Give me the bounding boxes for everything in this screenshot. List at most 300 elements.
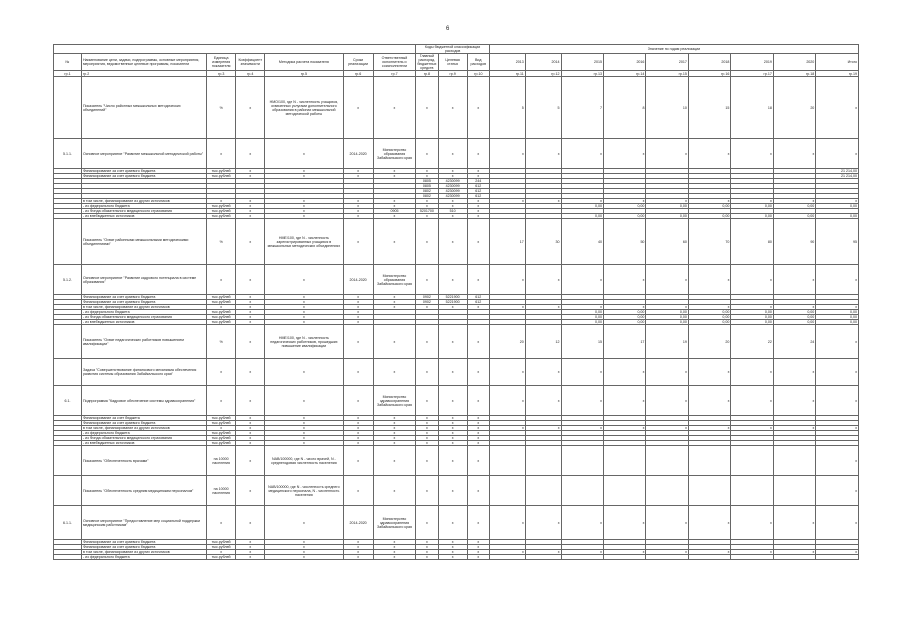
table-cell: х [265,421,343,426]
table-cell: х [265,300,343,305]
table-cell: х [467,139,489,169]
table-cell: х [236,446,265,476]
table-cell: гр.5 [265,71,343,77]
table-cell: х [373,77,416,139]
table-cell: 0,00 [773,320,815,325]
table-cell: Финансирование за счет краевого бюджета [81,545,206,550]
table-cell: тыс.рублей [207,174,236,179]
table-cell: х [236,174,265,179]
table-cell: 5.1.2. [54,265,82,295]
table-cell: на 10000 населения [207,446,236,476]
table-cell: 7 [561,77,603,139]
table-cell: гр.8 [416,71,438,77]
table-cell: х [416,540,438,545]
table-cell: х [265,320,343,325]
table-cell: х [731,426,773,431]
table-cell: 0,00 [688,320,730,325]
table-cell: - из Фонда обязательного медицинского страхования [81,315,206,320]
table-cell: х [816,359,859,386]
table-cell: х [816,446,859,476]
table-cell: х [438,436,467,441]
table-cell: 0,00 [561,320,603,325]
table-cell: х [265,431,343,436]
table-cell: 5201700 [416,209,438,214]
table-cell [525,555,561,560]
table-cell: тыс.рублей [207,431,236,436]
table-cell: х [265,550,343,555]
table-cell: 0,00 [731,320,773,325]
table-cell: х [646,305,688,310]
table-cell: Финансирование за счет краевого бюджета [81,169,206,174]
table-cell: х [373,436,416,441]
table-cell: тыс.рублей [207,300,236,305]
table-cell: 70 [688,219,730,265]
table-cell: х [416,265,438,295]
table-cell: 22 [731,325,773,359]
table-cell: х [773,199,815,204]
table-cell [54,476,82,506]
table-cell: 0905 [373,209,416,214]
table-cell: в том числе, финансирование из других источников [81,199,206,204]
table-cell: х [373,199,416,204]
table-cell: х [438,199,467,204]
table-cell: х [236,550,265,555]
table-cell: х [343,416,373,421]
table-cell: Показатель "Обеспеченность средним медицинским персоналом" [81,476,206,506]
table-cell: х [731,305,773,310]
table-cell [525,476,561,506]
table-cell: х [265,265,343,295]
table-cell: 0805 [416,179,438,184]
table-cell: Показатель "Охват педагогических работников повышением квалификации" [81,325,206,359]
table-cell: х [489,506,525,540]
table-cell: 20 [773,77,815,139]
table-cell: тыс.рублей [207,169,236,174]
table-cell: х [207,359,236,386]
table-cell: 6.1.1. [54,506,82,540]
table-cell: х [438,219,467,265]
table-cell: 80 [731,219,773,265]
table-cell: 2018 [688,54,730,71]
table-cell: х [343,204,373,209]
table-cell: х [467,476,489,506]
table-cell: х [467,199,489,204]
table-cell: 20 [489,325,525,359]
table-cell: х [438,441,467,446]
table-cell: тыс.рублей [207,209,236,214]
table-cell: - из федерального бюджета [81,310,206,315]
table-cell: х [603,359,645,386]
table-cell: х [467,265,489,295]
table-cell [688,446,730,476]
table-cell: х [343,77,373,139]
table-cell: х [416,204,438,209]
table-cell: 0,00 [561,204,603,209]
table-cell: х [343,320,373,325]
table-cell: х [438,204,467,209]
table-cell: Подпрограмма "Кадровое обеспечение системы здравоохранения" [81,386,206,416]
table-cell [489,446,525,476]
table-cell: Основное мероприятие "Развитие кадрового потенциала в системе образования" [81,265,206,295]
table-cell: 0,00 [688,214,730,219]
table-cell: х [236,315,265,320]
table-cell: х [688,139,730,169]
table-cell: 15 [561,325,603,359]
table-cell: х [373,300,416,305]
table-cell: тыс.рублей [207,555,236,560]
table-cell: 0,00 [646,320,688,325]
table-cell: гр.6 [343,71,373,77]
table-cell: х [343,325,373,359]
table-cell: х [207,386,236,416]
table-cell: х [416,139,438,169]
table-cell: х [525,550,561,555]
table-cell [816,555,859,560]
table-cell: х [265,310,343,315]
table-cell: х [416,416,438,421]
table-cell: х [343,174,373,179]
table-cell: Финансирование за счет бюджета [81,416,206,421]
table-cell: х [207,265,236,295]
table-cell: 90 [773,219,815,265]
table-cell: х [265,359,343,386]
table-cell: х [816,506,859,540]
table-cell: гр.15 [646,71,688,77]
table-cell: 0,00 [773,214,815,219]
table-cell: х [373,441,416,446]
table-cell: х [467,446,489,476]
table-cell: 0,00 [603,204,645,209]
table-cell: в том числе, финансирование из других источников [81,550,206,555]
table-cell: - из Фонда обязательного медицинского страхования [81,209,206,214]
table-cell: Показатель "Число районных межшкольных методических объединений" [81,77,206,139]
table-cell: х [265,315,343,320]
table-cell: 5 [489,77,525,139]
table-cell: тыс.рублей [207,214,236,219]
table-cell: х [438,545,467,550]
table-cell: х [343,300,373,305]
table-cell: х [438,416,467,421]
table-cell: х [467,209,489,214]
table-cell: гр.4 [236,71,265,77]
table-cell: х [416,506,438,540]
table-cell: 0,00 [773,310,815,315]
table-cell: 15 [688,77,730,139]
table-cell: х [603,506,645,540]
table-cell: х [731,139,773,169]
table-cell: х [561,359,603,386]
table-cell: х [236,441,265,446]
table-cell: тыс.рублей [207,545,236,550]
table-cell [561,446,603,476]
table-cell: х [373,550,416,555]
table-row [54,506,859,540]
table-cell: х [467,416,489,421]
table-cell [54,325,82,359]
table-cell: х [816,139,859,169]
table-cell: х [373,476,416,506]
table-cell: х [688,359,730,386]
table-row [54,386,859,416]
table-cell: х [373,174,416,179]
table-cell: гр.17 [731,71,773,77]
table-cell: х [525,199,561,204]
table-cell [54,219,82,265]
table-cell: 4230099 [438,184,467,189]
table-cell: х [438,446,467,476]
table-cell: х [489,199,525,204]
table-row [54,54,859,71]
table-cell: тыс.рублей [207,416,236,421]
table-cell: 612 [467,300,489,305]
table-cell: 21 214,00 [816,169,859,174]
table-cell: х [343,421,373,426]
table-cell: х [373,446,416,476]
table-cell: х [373,416,416,421]
table-cell: х [343,209,373,214]
table-cell: х [236,305,265,310]
table-cell: х [236,506,265,540]
table-row [54,139,859,169]
table-cell: х [438,506,467,540]
table-cell: х [343,169,373,174]
table-cell: Основное мероприятие "Предоставление мер социальной поддержки медицинским работникам" [81,506,206,540]
table-cell: 60 [646,219,688,265]
table-cell: тыс.рублей [207,441,236,446]
table-cell: х [416,476,438,506]
table-cell: х [416,169,438,174]
table-cell: Коэффициент значимости [236,54,265,71]
table-cell: х [265,426,343,431]
table-cell: х [236,310,265,315]
table-cell: 0,00 [688,315,730,320]
table-cell [646,476,688,506]
table-cell: х [816,550,859,555]
table-cell: гр.10 [467,71,489,77]
table-cell: 0,00 [731,214,773,219]
table-cell: % [207,77,236,139]
table-cell: х [561,139,603,169]
table-cell: х [525,139,561,169]
table-cell: 612 [467,184,489,189]
table-cell: х [561,506,603,540]
table-cell [773,476,815,506]
table-cell: х [816,265,859,295]
table-cell: 0902 [416,300,438,305]
table-cell: х [236,436,265,441]
table-cell: х [438,174,467,179]
table-cell: NАВ/100000, где N - число врачей, N - среднегодовая численность населения [265,446,343,476]
table-cell [561,555,603,560]
table-cell: х [438,359,467,386]
table-cell: 0,00 [816,204,859,209]
table-cell: х [373,426,416,431]
table-cell: х [343,310,373,315]
table-cell: х [373,555,416,560]
table-cell: х [265,555,343,560]
table-cell: х [467,214,489,219]
table-cell: 20 [688,325,730,359]
table-cell: х [416,199,438,204]
table-cell: - из внебюджетных источников [81,214,206,219]
table-cell: х [438,540,467,545]
table-cell: х [816,77,859,139]
table-cell: х [816,426,859,431]
table-cell: гр.3 [207,71,236,77]
table-cell: тыс.рублей [207,315,236,320]
table-row [54,476,859,506]
table-cell: х [603,199,645,204]
table-cell: Финансирование за счет краевого бюджета [81,300,206,305]
table-cell: х [265,436,343,441]
table-cell: 612 [467,194,489,199]
table-cell: х [467,174,489,179]
table-cell: х [773,426,815,431]
table-cell: х [467,421,489,426]
table-cell: - из федерального бюджета [81,204,206,209]
table-cell: х [265,545,343,550]
table-cell: Вид расходов [467,54,489,71]
table-cell: х [373,431,416,436]
table-cell: х [773,506,815,540]
table-cell: х [467,506,489,540]
table-cell: х [373,359,416,386]
table-cell: х [416,431,438,436]
table-cell: 24 [773,325,815,359]
table-cell: х [236,325,265,359]
table-cell: 4230099 [438,179,467,184]
table-cell: х [525,506,561,540]
table-cell: х [236,421,265,426]
table-cell: х [343,219,373,265]
table-cell: х [236,359,265,386]
table-cell: х [236,540,265,545]
table-cell: х [373,421,416,426]
table-cell: х [438,555,467,560]
table-cell: 0,00 [816,214,859,219]
table-cell: х [265,441,343,446]
table-cell: х [438,325,467,359]
table-cell: 5221900 [438,300,467,305]
table-cell: - из внебюджетных источников [81,441,206,446]
table-cell: х [646,359,688,386]
table-cell: х [343,446,373,476]
table-cell: х [373,545,416,550]
table-cell [731,555,773,560]
table-cell: 0,00 [688,204,730,209]
table-cell: х [343,359,373,386]
table-cell: х [688,305,730,310]
table-cell: в том числе, финансирование из других источников [81,426,206,431]
table-cell: х [646,139,688,169]
table-cell: х [207,199,236,204]
table-cell: х [773,550,815,555]
table-cell: 0902 [416,295,438,300]
table-cell [688,555,730,560]
table-cell: 5221900 [438,295,467,300]
table-cell [603,555,645,560]
table-cell: х [603,265,645,295]
table-cell: х [416,426,438,431]
table-cell: х [343,550,373,555]
table-cell: х [236,209,265,214]
table-cell: тыс.рублей [207,540,236,545]
table-cell: х [438,431,467,436]
table-cell: х [416,359,438,386]
table-cell: х [236,545,265,550]
table-cell: 17 [603,325,645,359]
table-cell: тыс.рублей [207,421,236,426]
table-cell: 0,00 [646,315,688,320]
table-cell: х [467,436,489,441]
table-cell: х [265,199,343,204]
table-cell: % [207,325,236,359]
page-number: 6 [446,26,450,32]
table-cell: х [343,386,373,416]
table-cell: х [816,325,859,359]
table-cell [773,555,815,560]
table-cell [731,446,773,476]
table-cell: х [373,214,416,219]
table-cell: х [236,476,265,506]
table-cell: х [438,214,467,219]
table-cell: х [773,359,815,386]
table-cell: 2020 [773,54,815,71]
table-cell: тыс.рублей [207,320,236,325]
table-cell [603,446,645,476]
table-cell: 0,00 [731,204,773,209]
table-cell: х [688,506,730,540]
table-cell: 17 [489,219,525,265]
table-cell: 2013 [489,54,525,71]
table-cell: х [416,386,438,416]
table-cell: Министерство образования Забайкальского края [373,265,416,295]
table-cell: х [373,540,416,545]
table-cell: х [731,506,773,540]
table-cell: х [603,139,645,169]
table-cell: х [236,199,265,204]
table-cell: х [416,436,438,441]
table-cell: 0,00 [561,310,603,315]
table-cell: х [561,426,603,431]
table-cell: 19 [646,325,688,359]
table-cell: х [236,431,265,436]
table-cell: х [438,77,467,139]
table-cell: 0,00 [646,310,688,315]
table-row [54,359,859,386]
table-cell: х [438,426,467,431]
table-cell: Итого [816,54,859,71]
table-cell: гр.13 [561,71,603,77]
group-header-kbk: Коды бюджетной классификации расходов [416,45,490,54]
table-cell: Показатель "Обеспеченность врачами" [81,446,206,476]
table-cell: 10 [646,77,688,139]
table-cell: х [207,550,236,555]
group-header-row [54,45,859,54]
table-cell: х [236,169,265,174]
table-cell: х [373,204,416,209]
table-cell: х [773,386,815,416]
table-cell: х [489,426,525,431]
table-cell: х [265,169,343,174]
table-cell: х [416,421,438,426]
table-cell [773,446,815,476]
table-cell: х [236,219,265,265]
table-cell: х [343,431,373,436]
table-cell: х [561,265,603,295]
table-cell: Сроки реализации [343,54,373,71]
table-row [54,446,859,476]
